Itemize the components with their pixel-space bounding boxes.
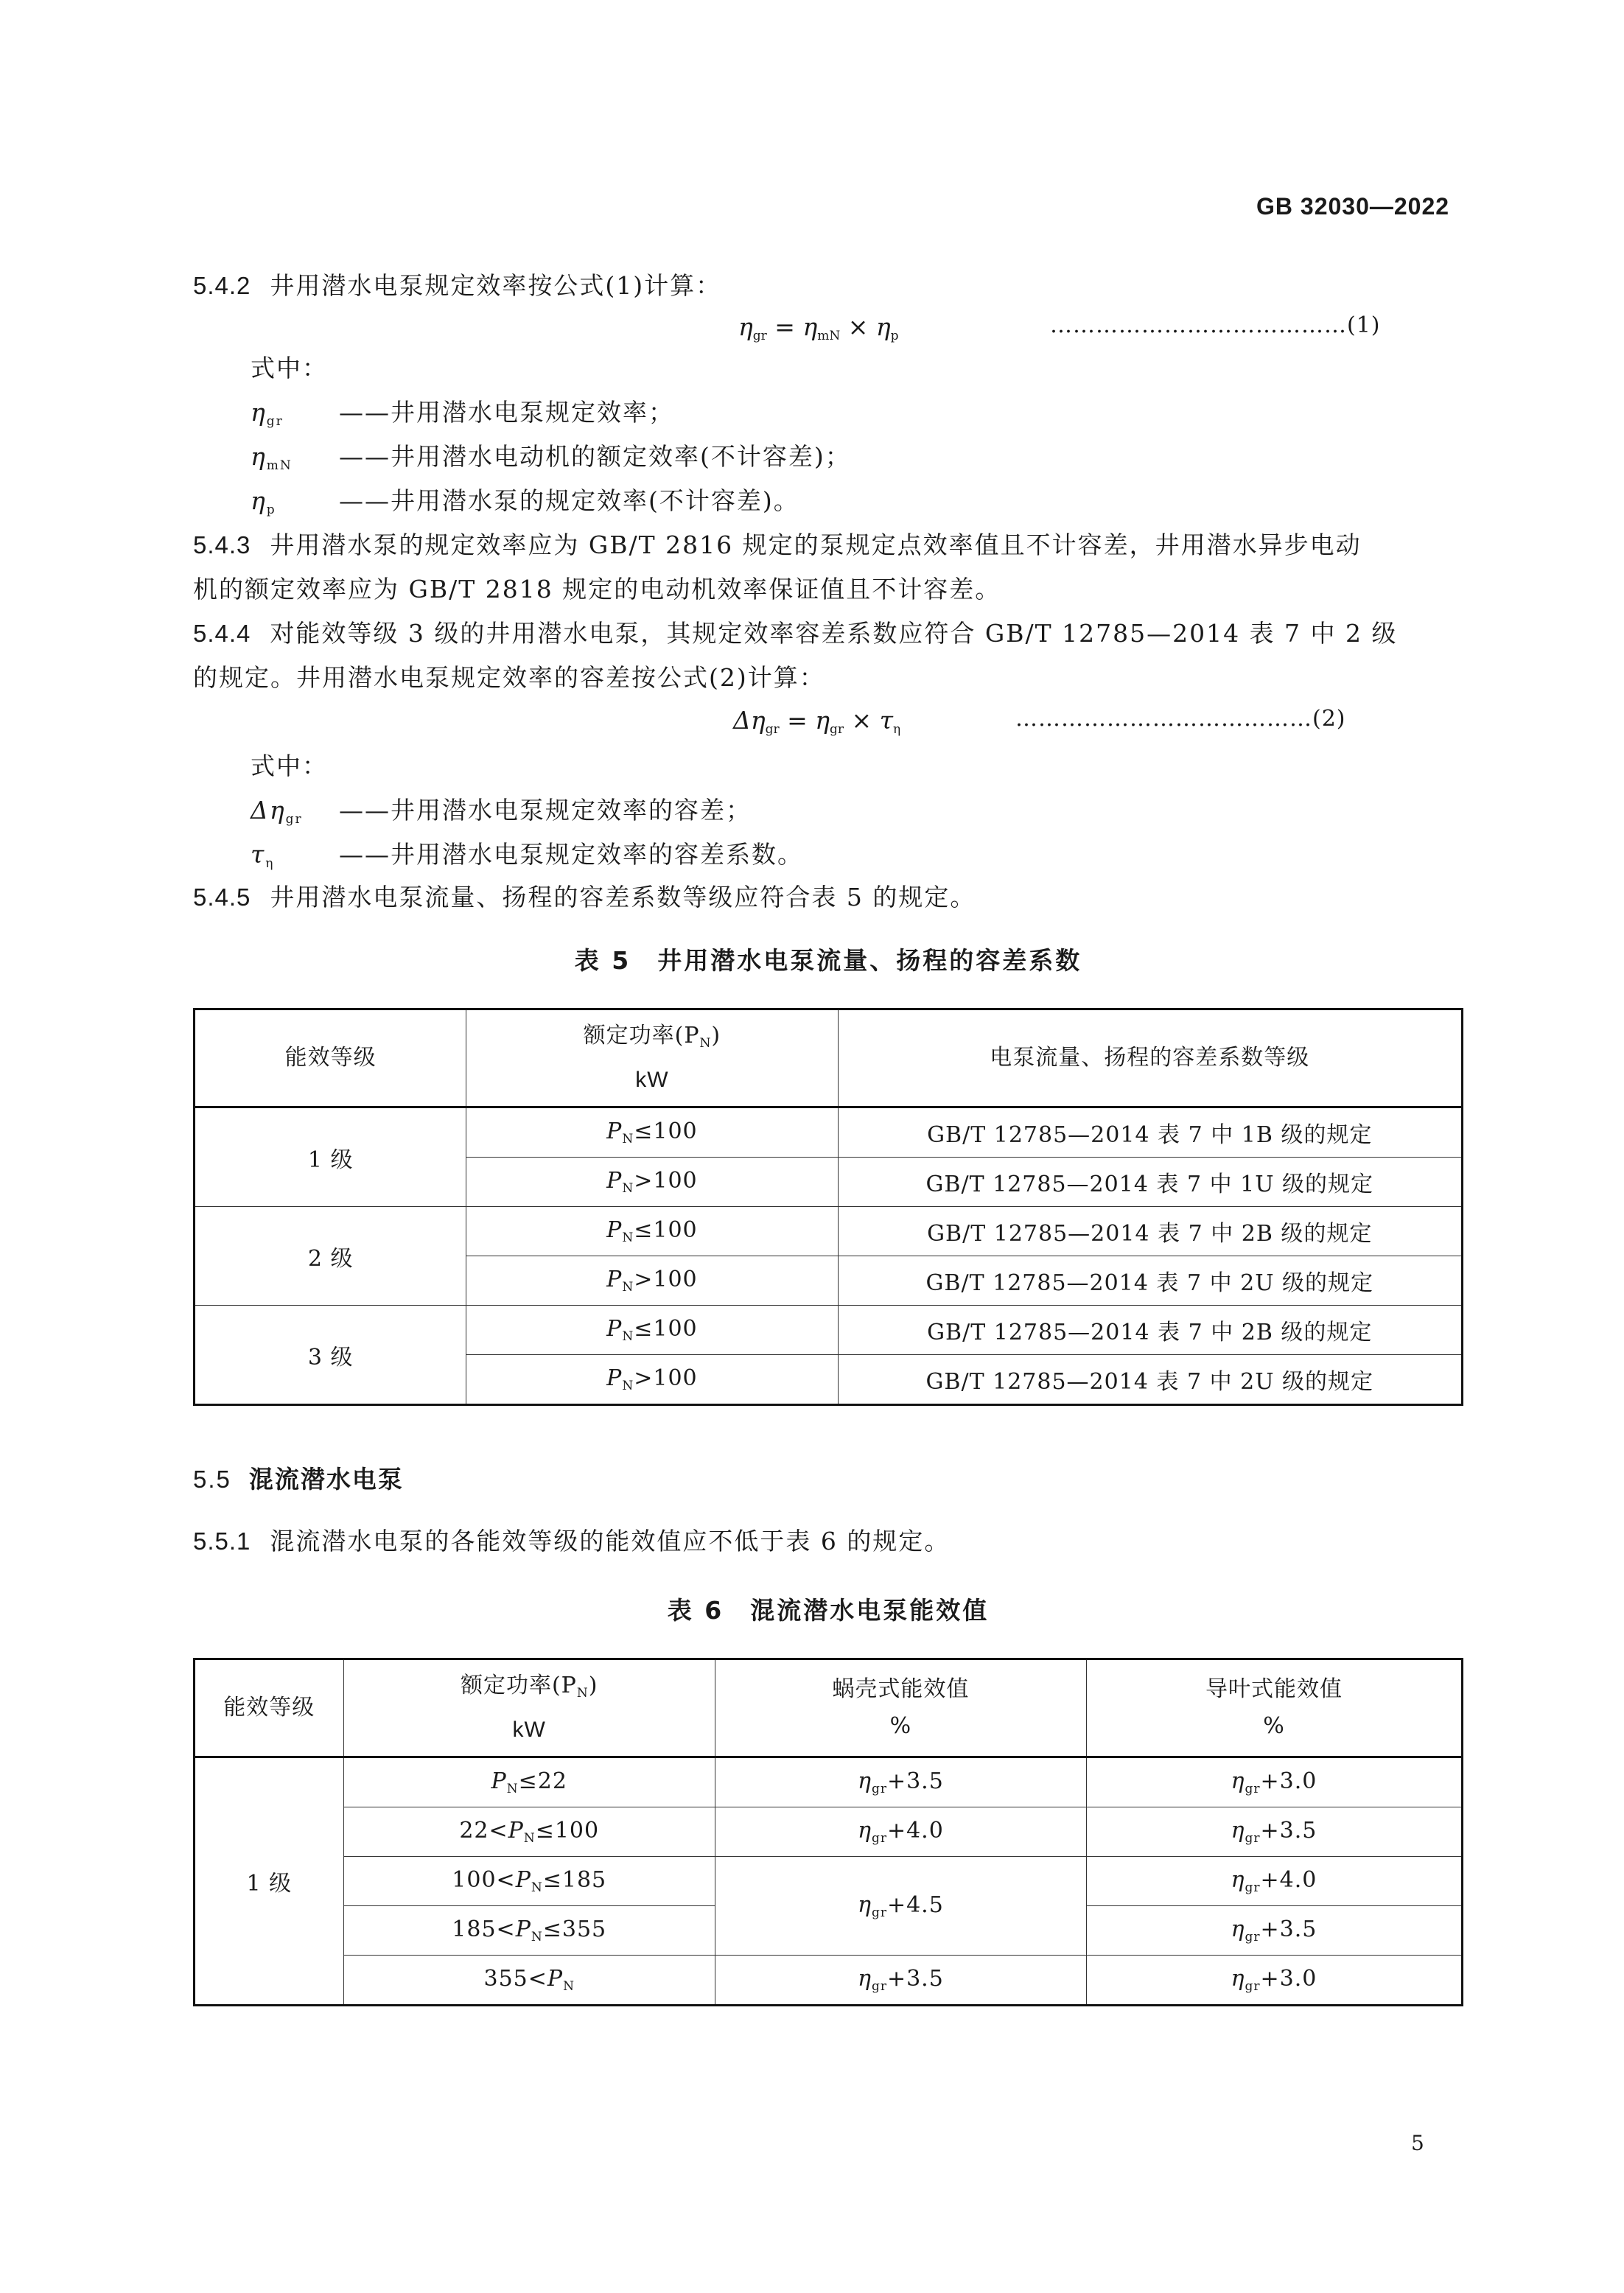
grade-cell: 1 级 — [195, 1757, 344, 2006]
clause-number: 5.4.5 — [193, 883, 251, 911]
formula-1: $\eta_{gr} = \eta_{mN} \times \eta_p$ — [738, 312, 899, 343]
section-number: 5.5 — [193, 1466, 231, 1493]
clause-5-4-2 — [193, 270, 721, 302]
guide-value-cell: $\eta_{gr}+4.0$ — [1086, 1857, 1462, 1906]
table-row — [195, 1807, 1463, 1857]
definition-item: $\eta_p$ ——井用潜水泵的规定效率(不计容差)。 — [251, 486, 799, 517]
table-6 — [193, 1658, 1463, 2006]
where-label: 式中： — [251, 752, 328, 780]
volute-value-cell: $\eta_{gr}+3.5$ — [715, 1956, 1086, 2006]
grade-cell: 2 级 — [195, 1207, 466, 1306]
clause-text: 对能效等级 3 级的井用潜水电泵，其规定效率容差系数应符合 GB/T 12785—2014 表 7 中 2 级 — [270, 619, 1398, 648]
level-cell: GB/T 12785—2014 表 7 中 2B 级的规定 — [838, 1306, 1462, 1355]
guide-value-cell: $\eta_{gr}+3.5$ — [1086, 1906, 1462, 1956]
definition-item: $\eta_{gr}$ ——井用潜水电泵规定效率； — [251, 398, 674, 429]
power-cell: $P_N>100$ — [466, 1256, 838, 1306]
clause-5-4-5 — [193, 881, 976, 914]
clause-text: 混流潜水电泵的各能效等级的能效值应不低于表 6 的规定。 — [270, 1527, 951, 1555]
definition-item: $\tau_\eta$ ——井用潜水电泵规定效率的容差系数。 — [251, 840, 803, 871]
level-cell: GB/T 12785—2014 表 7 中 2U 级的规定 — [838, 1355, 1462, 1405]
power-cell: $P_N\le 100$ — [466, 1306, 838, 1355]
power-cell: $P_N\le 100$ — [466, 1107, 838, 1158]
clause-text: 井用潜水泵的规定效率应为 GB/T 2816 规定的泵规定点效率值且不计容差，井用潜水异步电动 — [270, 531, 1362, 559]
section-5-5-heading — [193, 1460, 404, 1495]
volute-value-cell: $\eta_{gr}+3.5$ — [715, 1757, 1086, 1807]
power-cell: $100<P_N\le 185$ — [343, 1857, 715, 1906]
clause-5-5-1 — [193, 1525, 950, 1558]
table-row — [195, 1757, 1463, 1807]
guide-value-cell: $\eta_{gr}+3.0$ — [1086, 1757, 1462, 1807]
table-row — [195, 1306, 1463, 1355]
equation-label-1: …………………………………(1) — [1050, 312, 1381, 338]
clause-5-4-4 — [193, 617, 1398, 650]
power-cell: $P_N\le 100$ — [466, 1207, 838, 1256]
grade-cell: 3 级 — [195, 1306, 466, 1405]
power-cell: $185<P_N\le 355$ — [343, 1906, 715, 1956]
table-header-row — [195, 1659, 1463, 1757]
clause-5-4-4-cont: 的规定。井用潜水电泵规定效率的容差按公式(2)计算： — [193, 663, 825, 692]
level-cell: GB/T 12785—2014 表 7 中 1B 级的规定 — [838, 1107, 1462, 1158]
header-tolerance-level: 电泵流量、扬程的容差系数等级 — [838, 1009, 1462, 1107]
power-cell: $P_N>100$ — [466, 1355, 838, 1405]
volute-value-cell: $\eta_{gr}+4.0$ — [715, 1807, 1086, 1857]
table-row — [195, 1956, 1463, 2006]
table-row — [195, 1857, 1463, 1906]
header-power: 额定功率$(P_N)$ kW — [343, 1659, 715, 1757]
grade-cell: 1 级 — [195, 1107, 466, 1207]
section-title: 混流潜水电泵 — [248, 1465, 404, 1494]
guide-value-cell: $\eta_{gr}+3.5$ — [1086, 1807, 1462, 1857]
definition-item: $\Delta\eta_{gr}$ ——井用潜水电泵规定效率的容差； — [251, 796, 752, 827]
table-5 — [193, 1008, 1463, 1406]
clause-number: 5.4.2 — [193, 272, 251, 299]
level-cell: GB/T 12785—2014 表 7 中 2B 级的规定 — [838, 1207, 1462, 1256]
power-cell: $P_N>100$ — [466, 1158, 838, 1207]
header-grade: 能效等级 — [195, 1659, 344, 1757]
table-5-caption: 表 5 井用潜水电泵流量、扬程的容差系数 — [574, 946, 1082, 975]
clause-5-4-3-cont: 机的额定效率应为 GB/T 2818 规定的电动机效率保证值且不计容差。 — [193, 575, 1001, 603]
header-guide-vane: 导叶式能效值 % — [1086, 1659, 1462, 1757]
clause-number: 5.4.4 — [193, 620, 251, 647]
equation-label-2: …………………………………(2) — [1015, 706, 1346, 732]
level-cell: GB/T 12785—2014 表 7 中 2U 级的规定 — [838, 1256, 1462, 1306]
definition-item: $\eta_{mN}$ ——井用潜水电动机的额定效率(不计容差)； — [251, 442, 851, 473]
power-cell: $355<P_N$ — [343, 1956, 715, 2006]
table-row — [195, 1107, 1463, 1158]
formula-2: $\Delta\eta_{gr} = \eta_{gr} \times \tau_\eta$ — [733, 706, 901, 737]
guide-value-cell: $\eta_{gr}+3.0$ — [1086, 1956, 1462, 2006]
clause-number: 5.5.1 — [193, 1527, 251, 1555]
clause-text: 井用潜水电泵规定效率按公式(1)计算： — [270, 271, 722, 300]
power-cell: $22<P_N\le 100$ — [343, 1807, 715, 1857]
power-cell: $P_N\le 22$ — [343, 1757, 715, 1807]
table-header-row — [195, 1009, 1463, 1107]
table-row — [195, 1207, 1463, 1256]
page-number: 5 — [1411, 2131, 1424, 2155]
standard-number: GB 32030—2022 — [1256, 193, 1450, 220]
clause-number: 5.4.3 — [193, 531, 251, 559]
volute-value-cell: $\eta_{gr}+4.5$ — [715, 1857, 1086, 1956]
clause-5-4-3 — [193, 529, 1362, 561]
header-grade: 能效等级 — [195, 1009, 466, 1107]
level-cell: GB/T 12785—2014 表 7 中 1U 级的规定 — [838, 1158, 1462, 1207]
table-6-caption: 表 6 混流潜水电泵能效值 — [667, 1596, 990, 1625]
header-volute: 蜗壳式能效值 % — [715, 1659, 1086, 1757]
header-power: 额定功率$(P_N)$ kW — [466, 1009, 838, 1107]
where-label: 式中： — [251, 354, 328, 382]
clause-text: 井用潜水电泵流量、扬程的容差系数等级应符合表 5 的规定。 — [270, 883, 976, 911]
